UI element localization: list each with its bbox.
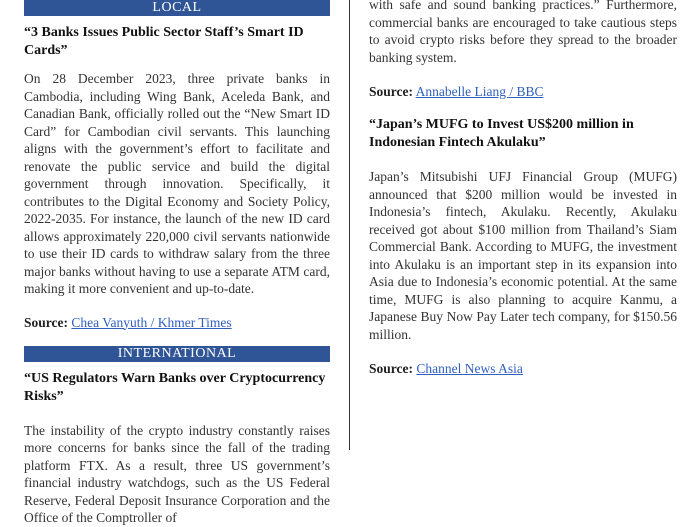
article-headline: “US Regulators Warn Banks over Cryptocurrency Risks” [24, 370, 326, 404]
article-body: The instability of the crypto industry constantly raises more concerns for banks since the fall of the trading platform FTX. As a result, three US government’s financial industry watchdogs, such as the US Federal Reserve, Federal Deposit Insurance Corporation and the Office of the Comptroller of [24, 422, 330, 525]
article-headline: “3 Banks Issues Public Sector Staff’s Smart ID Cards” [24, 25, 304, 58]
source-link[interactable]: Chea Vanyuth / Khmer Times [71, 314, 232, 330]
right-column [369, 0, 677, 377]
international-section-banner: INTERNATIONAL [24, 346, 330, 362]
article-headline: “Japan’s MUFG to Invest US$200 million in Indonesian Fintech Akulaku” [369, 117, 634, 150]
source-label: Source: [369, 361, 413, 376]
local-section-banner: LOCAL [24, 0, 330, 16]
left-column [24, 0, 330, 527]
source-label: Source: [24, 314, 68, 330]
source-link[interactable]: Channel News Asia [416, 361, 523, 376]
continued-article-text: with safe and sound banking practices.” Furthermore, commercial banks are encouraged to take cautious steps to avoid crypto risks before they spread to the broader banking system. [369, 0, 677, 65]
article-body: Japan’s Mitsubishi UFJ Financial Group (MUFG) announced that $200 million would be invested in Indonesia’s fintech, Akulaku. Recently, Akulaku received got about $100 million from Thailand’s Siam Commercial Bank. According to MUFG, the investment into Akulaku is an important step in its expansion into Asia due to Indonesia’s economic potential. At the same time, MUFG is also planning to acquire Kanmu, a Japanese Buy Now Pay Later tech company, for $150.56 million. [369, 169, 677, 342]
column-divider [349, 0, 350, 450]
source-label: Source: [369, 84, 413, 99]
article-source [24, 314, 330, 331]
article-source [369, 360, 677, 377]
source-link[interactable]: Annabelle Liang / BBC [415, 84, 544, 99]
article-source [369, 83, 677, 100]
article-body: On 28 December 2023, three private banks in Cambodia, including Wing Bank, Aceleda Bank, and Canadian Bank, officially rolled out the “New Smart ID Card” for Cambodian civil servants. This launching aligns with the government’s effort to facilitate and renovate the public service and build the digital government through innovation. Specifically, it contributes to the Digital Economy and Society Policy, 2022-2035. For instance, the launch of the new ID card allows approximately 220,000 civil servants nationwide to use their ID cards to withdraw salary from the three major banks without having to use a separate ATM card, making it more convenient and up-to-date. [24, 71, 330, 296]
